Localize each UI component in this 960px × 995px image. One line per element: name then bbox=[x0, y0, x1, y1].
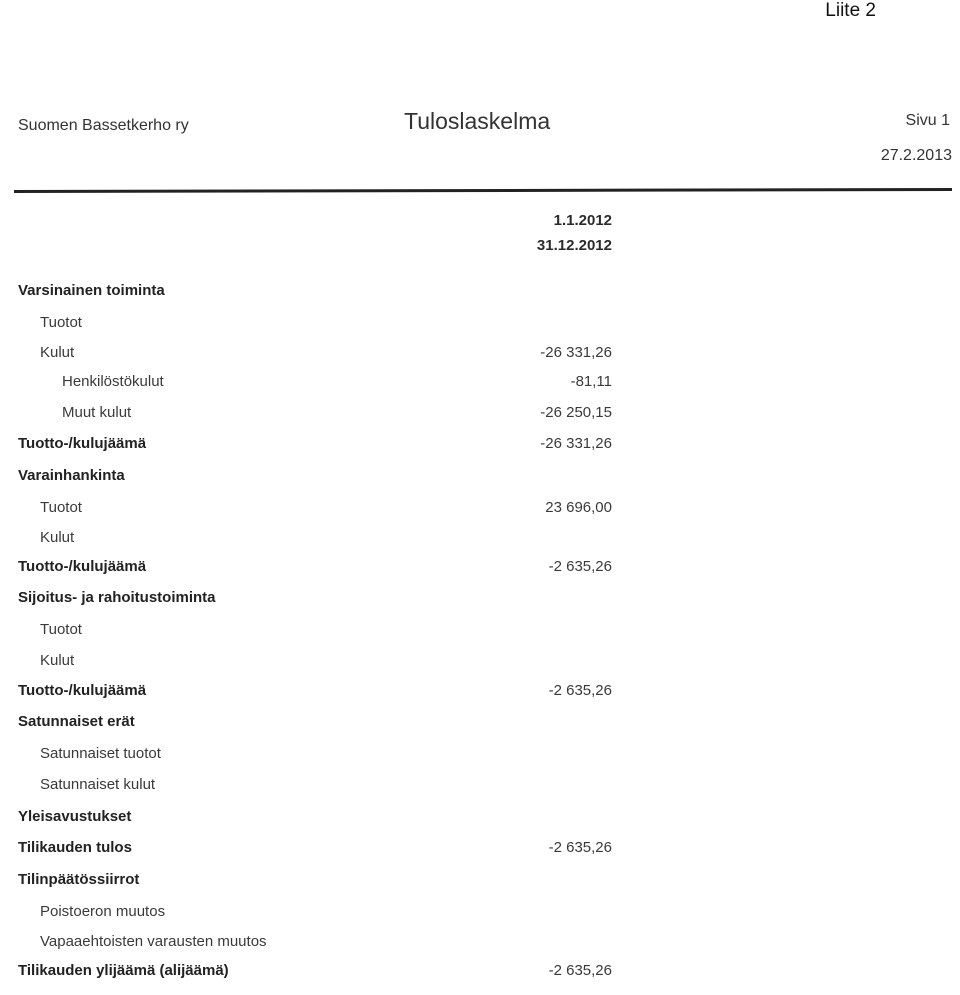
row-label: Kulut bbox=[40, 652, 75, 669]
row-label: Kulut bbox=[40, 344, 75, 361]
line-row bbox=[0, 529, 960, 555]
row-amount: -2 635,26 bbox=[548, 962, 612, 979]
line-row bbox=[0, 933, 960, 959]
row-amount: -2 635,26 bbox=[548, 839, 612, 856]
row-amount: -2 635,26 bbox=[548, 682, 612, 699]
row-label: Satunnaiset tuotot bbox=[40, 745, 161, 762]
row-amount: -26 250,15 bbox=[540, 404, 612, 421]
row-label: Varsinainen toiminta bbox=[18, 282, 165, 299]
row-amount: -26 331,26 bbox=[540, 344, 612, 361]
attachment-label: Liite 2 bbox=[825, 0, 876, 21]
row-label: Tilikauden tulos bbox=[18, 839, 132, 856]
row-label: Sijoitus- ja rahoitustoiminta bbox=[18, 589, 216, 606]
row-label: Varainhankinta bbox=[18, 467, 125, 484]
document-title: Tuloslaskelma bbox=[404, 108, 551, 134]
section-row bbox=[0, 808, 960, 834]
row-label: Satunnaiset erät bbox=[18, 713, 135, 730]
section-row bbox=[0, 871, 960, 897]
row-amount: -81,11 bbox=[570, 373, 612, 390]
row-label: Tuotto-/kulujäämä bbox=[18, 435, 147, 452]
row-label: Satunnaiset kulut bbox=[40, 776, 156, 793]
grand-total-row bbox=[0, 962, 960, 988]
row-label: Vapaaehtoisten varausten muutos bbox=[40, 933, 267, 950]
organization-name: Suomen Bassetkerho ry bbox=[18, 117, 189, 134]
row-amount: -26 331,26 bbox=[540, 435, 612, 452]
subline-row bbox=[0, 373, 960, 399]
line-row bbox=[0, 652, 960, 678]
row-label: Tuotot bbox=[40, 314, 82, 331]
row-amount: 23 696,00 bbox=[545, 499, 612, 516]
row-label: Tuotot bbox=[40, 621, 82, 638]
subtotal-row bbox=[0, 435, 960, 461]
page-number: Sivu 1 bbox=[905, 112, 950, 129]
period-start: 1.1.2012 bbox=[553, 212, 612, 229]
period-end: 31.12.2012 bbox=[536, 237, 612, 254]
row-label: Tilikauden ylijäämä (alijäämä) bbox=[18, 962, 229, 979]
row-label: Poistoeron muutos bbox=[40, 903, 166, 920]
section-row bbox=[0, 282, 960, 308]
row-label: Tilinpäätössiirrot bbox=[18, 871, 140, 888]
section-row bbox=[0, 589, 960, 615]
row-label: Muut kulut bbox=[62, 404, 132, 421]
row-label: Yleisavustukset bbox=[18, 808, 132, 825]
line-row bbox=[0, 314, 960, 340]
line-row bbox=[0, 499, 960, 525]
section-row bbox=[0, 467, 960, 493]
line-row bbox=[0, 745, 960, 771]
subtotal-row bbox=[0, 558, 960, 584]
section-row bbox=[0, 713, 960, 739]
row-label: Tuotto-/kulujäämä bbox=[18, 682, 147, 699]
line-row bbox=[0, 776, 960, 802]
line-row bbox=[0, 344, 960, 370]
row-label: Henkilöstökulut bbox=[62, 373, 164, 390]
row-amount: -2 635,26 bbox=[548, 558, 612, 575]
row-label: Tuotto-/kulujäämä bbox=[18, 558, 147, 575]
print-date: 27.2.2013 bbox=[880, 147, 952, 164]
row-label: Kulut bbox=[40, 529, 75, 546]
total-row bbox=[0, 839, 960, 865]
subline-row bbox=[0, 404, 960, 430]
line-row bbox=[0, 903, 960, 929]
subtotal-row bbox=[0, 682, 960, 708]
line-row bbox=[0, 621, 960, 647]
row-label: Tuotot bbox=[40, 499, 82, 516]
